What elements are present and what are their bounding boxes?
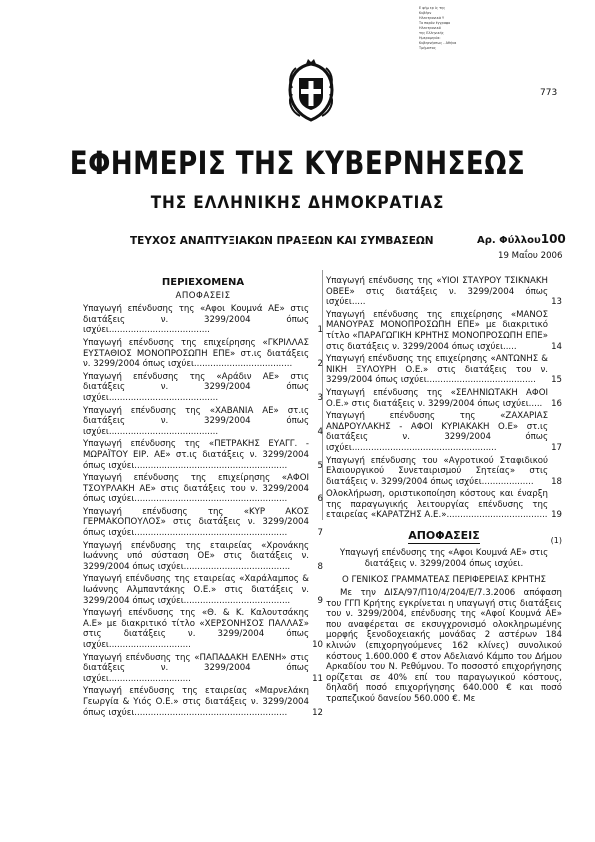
contents-entry[interactable] [83,507,323,539]
entry-text: Υπαγωγή επένδυσης της επιχείρησης «ΑΝΤΩΝΗΣ & ΝΙΚΗ ΞΥΛΟΥΡΗ Ο.Ε.» στις διατάξεις του ν. 3299/2004 όπως ισχύει........................................ [326,354,548,386]
entry-text: Υπαγωγή επένδυσης της «Αφοι Κουμνά ΑΕ» στις διατάξεις ν. 3299/2004 όπως ισχύει..................................... [83,304,309,336]
entry-page: 15 [551,375,562,386]
entry-text: Υπαγωγή επένδυσης του «Αγροτικού Σταφιδικού Ελαιουργικού Συνεταιρισμού Σητείας» στις διατάξεις ν. 3299/2004 όπως ισχύει................... [326,455,548,487]
entry-page: 10 [312,640,323,650]
entry-text: Υπαγωγή επένδυσης της εταιρείας «Μαρνελάκη Γεωργία & Υιός Ο.Ε.» στις διατάξεις ν. 3299/2004 όπως ισχύει........................................................ [83,686,309,718]
entry-text: Υπαγωγή επένδυσης της εταιρείας «Χρονάκης Ιωάννης υπό σύσταση ΟΕ» στις διατάξεις ν. 3299/2004 όπως ισχύει....................................... [83,540,309,572]
entry-page: 4 [317,426,323,437]
entry-page: 6 [317,494,323,505]
coat-of-arms-emblem [282,58,340,124]
entry-page: 1 [317,325,323,336]
contents-left-column [83,278,323,720]
stamp-line: Ημερομηνία: [419,36,441,40]
contents-entry[interactable] [326,411,562,453]
contents-entry[interactable] [326,310,562,352]
gazette-title: ΕΦΗΜΕΡΙΣ ΤΗΣ ΚΥΒΕΡΝΗΣΕΩΣ [69,144,526,182]
entry-text: Υπαγωγή επένδυσης της επιχείρησης «ΓΚΡΙΛΛΑΣ ΕΥΣΤΑΘΙΟΣ ΜΟΝΟΠΡΟΣΩΠΗ ΕΠΕ» στ.ις διατάξεις ν. 3299/2004 όπως ισχύει.................................... [83,337,309,370]
entry-page: 16 [551,398,562,409]
contents-entry[interactable] [83,439,323,471]
sheet-value: 100 [540,232,566,246]
contents-right-column [326,276,562,705]
contents-entry[interactable] [83,338,323,370]
contents-entry[interactable] [83,406,323,438]
contents-entry[interactable] [83,574,323,606]
stamp-line: Κυβέρν [419,11,432,15]
decisions-heading: ΑΠΟΦΑΣΕΙΣ [408,529,480,543]
decision-subject: Υπαγωγή επένδυσης της «Αφοι Κουμνά ΑΕ» στις διατάξεις ν. 3299/2004 όπως ισχύει. [339,548,549,569]
entry-text: Υπαγωγή επένδυσης της εταιρείας «Χαράλαμπος & Ιωάννης Αλμπαντάκης Ο.Ε.» στις διατάξεις ν. 3299/2004 όπως ισχύει....................................... [83,574,309,606]
contents-entry[interactable] [326,276,562,308]
entry-page: 2 [317,359,323,370]
decision-body: Με την ΔΙΣΑ/97/Π10/4/204/Ε/7.3.2006 απόφαση του ΓΓΠ Κρήτης εγκρίνεται η υπαγωγή στις διατάξεις του ν. 3299/2004, επένδυσης της «Αφοί Κουμνά ΑΕ» που αναφέρεται σε εκσυγχρονισμό ολοκληρωμένης μορφής ξενοδοχειακής μονάδας 2 αστέρων 184 κλινών (επιχορηγούμενες 162 κλίνες) συνολικού κόστους 1.600.000 € στον Αδελιανό Κάμπο του Δήμου Αρκαδίου του Ν. Ρεθύμνου. Το ποσοστό επιχορήγησης ορίζεται σε 40% επί του παραγωγικού κόστους, δηλαδή ποσό επιχορήγησης 640.000 € και ποσό τραπεζικού δανείου 560.000 €. Με [326,588,562,704]
sheet-label: Αρ. Φύλλου [477,235,541,246]
contents-entry[interactable] [326,456,562,488]
entry-page: 9 [317,595,323,606]
entry-page: 12 [312,707,323,718]
issue-type: ΤΕΥΧΟΣ ΑΝΑΠΤΥΞΙΑΚΩΝ ΠΡΑΞΕΩΝ ΚΑΙ ΣΥΜΒΑΣΕΩΝ [130,235,434,247]
stamp-line: Τμήματος [419,46,436,50]
contents-entry[interactable] [83,473,323,505]
decision-number: (1) [550,535,562,545]
contents-subheading: ΑΠΟΦΑΣΕΙΣ [175,290,231,301]
entry-text: Υπαγωγή επένδυσης της «ΥΙΟΙ ΣΤΑΥΡΟΥ ΤΣΙΚΝΑΚΗ ΟΒΕΕ» στις διατάξεις ν. 3299/2004 όπως ισχύει..... [326,276,548,308]
contents-entry[interactable] [326,354,562,386]
stamp-line: Ε φήμ ερ ίς της [419,6,446,10]
contents-entry[interactable] [83,541,323,573]
entry-text: Υπαγωγή επένδυσης της «ΣΕΛΗΝΙΩΤΑΚΗ ΑΦΟΙ Ο.Ε.» στις διατάξεις ν. 3299/2004 όπως ισχύει..... [326,387,548,409]
entry-page: 8 [317,561,323,572]
stamp-line: Το παρόν έγγραφο [419,21,451,25]
entry-page: 7 [317,528,323,539]
sheet-number [477,232,566,246]
entry-text: Υπαγωγή επένδυσης της «ΠΑΠΑΔΑΚΗ ΕΛΕΝΗ» στις διατάξεις ν. 3299/2004 όπως ισχύει.............................. [83,652,309,684]
entry-page: 5 [317,460,323,471]
contents-entry[interactable] [83,608,323,650]
entry-text: Υπαγωγή επένδυσης της «Αράδιν ΑΕ» στις διατάξεις ν. 3299/2004 όπως ισχύει........................................ [83,371,309,403]
entry-page: 17 [551,442,562,453]
contents-entry[interactable] [83,686,323,718]
stamp-line: Ηλεκτρονικά Υ [419,16,445,20]
entry-page: 13 [551,297,562,308]
entry-text: Υπαγωγή επένδυσης της «Θ. & Κ. Καλουτσάκης Α.Ε» με διακριτικό τίτλο «ΧΕΡΣΟΝΗΣΟΣ ΠΑΛΛΑΣ» στις διατάξεις ν. 3299/2004 όπως ισχύει.............................. [83,608,309,650]
contents-entry[interactable] [83,653,323,685]
entry-text: Υπαγωγή επένδυσης της «ΧΑΒΑΝΙΑ ΑΕ» στ.ις διατάξεις ν. 3299/2004 όπως ισχύει........................................ [83,405,309,437]
archive-stamp [419,6,485,51]
entry-page: 3 [317,392,323,403]
entry-text: Ολοκλήρωση, οριστικοποίηση κόστους και έναρξη της παραγωγικής λειτουργίας επένδυσης της εταιρείας «ΚΑΡΑΤΖΗΣ Α.Ε.»..................................... [326,489,548,521]
stamp-line: Ηλεκτρονικό [419,26,441,30]
issue-date: 19 Μαΐου 2006 [498,251,563,261]
entry-text: Υπαγωγή επένδυσης της «ΖΑΧΑΡΙΑΣ ΑΝΔΡΟΥΛΑΚΗΣ - ΑΦΟΙ ΚΥΡΙΑΚΑΚΗ Ο.Ε» στ.ις διατάξεις ν. 3299/2004 όπως ισχύει..................................................... [326,411,548,453]
contents-entry[interactable] [83,304,323,336]
entry-page: 14 [551,341,562,352]
contents-entry[interactable] [326,489,562,521]
contents-entry[interactable] [326,388,562,409]
decision-authority: Ο ΓΕΝΙΚΟΣ ΓΡΑΜΜΑΤΕΑΣ ΠΕΡΙΦΕΡΕΙΑΣ ΚΡΗΤΗΣ [342,575,546,586]
contents-heading: ΠΕΡΙΕΧΟΜΕΝΑ [161,277,245,288]
entry-page: 18 [551,476,562,487]
entry-text: Υπαγωγή επένδυσης της «ΠΕΤΡΑΚΗΣ ΕΥΑΓΓ. - ΜΩΡΑΪΤΟΥ ΕΙΡ. ΑΕ» στ.ις διατάξεις ν. 3299/2004 όπως ισχύει........................................................ [83,439,309,471]
entry-text: Υπαγωγή επένδυσης της «ΚΥΡ ΑΚΟΣ ΓΕΡΜΑΚΟΠΟΥΛΟΣ» στις διατάξεις ν. 3299/2004 όπως ισχύει........................................................ [83,506,309,539]
entry-text: Υπαγωγή επένδυσης της επιχείρησης «ΑΦΟΙ ΤΣΟΥΡΛΑΚΗ ΑΕ» στις διατάξεις του ν. 3299/2004 όπως ισχύει........................................................ [83,473,309,505]
gazette-subtitle: ΤΗΣ ΕΛΛΗΝΙΚΗΣ ΔΗΜΟΚΡΑΤΙΑΣ [150,193,445,213]
stamp-line: της Ελληνικής [419,31,444,35]
contents-entry[interactable] [83,372,323,404]
page-number: 773 [540,88,558,98]
entry-text: Υπαγωγή επένδυσης της επιχείρησης «ΜΑΝΟΣ ΜΑΝΟΥΡΑΣ ΜΟΝΟΠΡΟΣΩΠΗ ΕΠΕ» με διακριτικό τίτλο «ΠΑΡΑΓΩΓΙΚΗ ΚΡΗΤΗΣ ΜΟΝΟΠΡΟΣΩΠΗ ΕΠΕ» στις διατάξεις ν. 3299/2004 όπως ισχύει..... [326,309,548,352]
stamp-line: Κυβερνήσεως - Αθήνα [419,41,457,45]
entry-page: 11 [312,673,323,684]
entry-page: 19 [551,510,562,521]
